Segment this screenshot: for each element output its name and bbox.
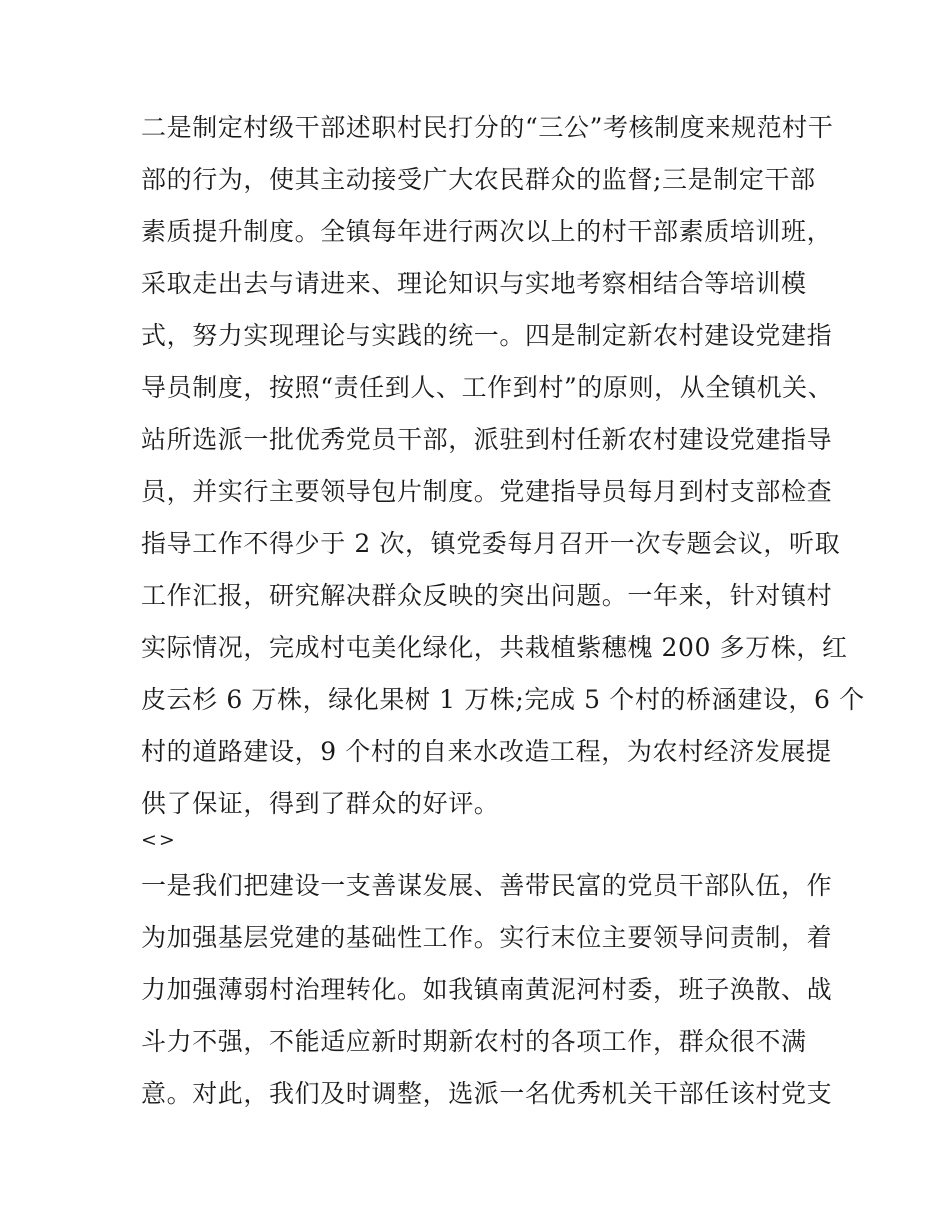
paragraph-1-line-1: 二是制定村级干部述职村民打分的“三公”考核制度来规范村干 [141,113,834,142]
paragraph-2-line-2: 为加强基层党建的基础性工作。实行末位主要领导问责制，着 [141,923,833,952]
paragraph-1-line-6: 导员制度，按照“责任到人、工作到村”的原则，从全镇机关、 [141,373,834,402]
paragraph-1-line-7: 站所选派一批优秀党员干部，派驻到村任新农村建设党建指导 [141,425,833,454]
paragraph-2-line-4: 斗力不强，不能适应新时期新农村的各项工作，群众很不满 [141,1027,807,1056]
paragraph-1-line-4: 采取走出去与请进来、理论知识与实地考察相结合等培训模 [141,269,807,298]
paragraph-1-line-5: 式，努力实现理论与实践的统一。四是制定新农村建设党建指 [141,321,833,350]
paragraph-1-line-11: 实际情况，完成村屯美化绿化，共栽植紫穗槐 200 多万株，红 [141,633,848,662]
paragraph-1-line-14: 供了保证，得到了群众的好评。 [141,789,500,818]
paragraph-2-line-1: 一是我们把建设一支善谋发展、善带民富的党员干部队伍，作 [141,871,833,900]
paragraph-2-line-5: 意。对此，我们及时调整，选派一名优秀机关干部任该村党支 [141,1079,833,1108]
paragraph-1-line-13: 村的道路建设，9 个村的自来水改造工程，为农村经济发展提 [141,737,832,766]
paragraph-1-line-3: 素质提升制度。全镇每年进行两次以上的村干部素质培训班， [141,217,833,246]
paragraph-1-line-2: 部的行为，使其主动接受广大农民群众的监督;三是制定干部 [141,165,816,194]
paragraph-2-line-3: 力加强薄弱村治理转化。如我镇南黄泥河村委，班子涣散、战 [141,975,833,1004]
paragraph-1-line-12: 皮云杉 6 万株，绿化果树 1 万株;完成 5 个村的桥涵建设，6 个 [141,685,865,714]
paragraph-1-line-9: 指导工作不得少于 2 次，镇党委每月召开一次专题会议，听取 [141,529,841,558]
section-marker: <> [141,829,177,851]
paragraph-1-line-10: 工作汇报，研究解决群众反映的突出问题。一年来，针对镇村 [141,581,833,610]
paragraph-1-line-8: 员，并实行主要领导包片制度。党建指导员每月到村支部检查 [141,477,833,506]
